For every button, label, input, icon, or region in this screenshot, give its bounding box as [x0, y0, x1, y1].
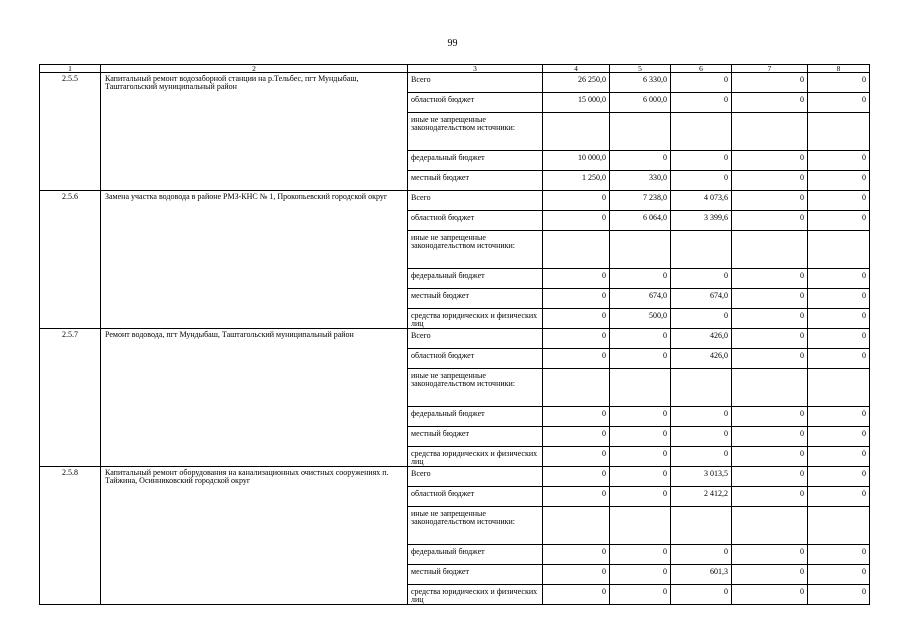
value-cell: 0: [543, 329, 610, 349]
value-cell: 0: [671, 545, 732, 565]
value-cell: 7 238,0: [610, 191, 671, 211]
value-cell: [543, 507, 610, 545]
value-cell: 0: [732, 467, 808, 487]
value-cell: 0: [610, 329, 671, 349]
funding-source: Всего: [408, 191, 543, 211]
project-name: Капитальный ремонт оборудования на канализационных очистных сооружениях п. Тайжина, Осинниковский городской округ: [101, 467, 408, 605]
value-cell: 0: [808, 487, 870, 507]
value-cell: 0: [543, 289, 610, 309]
value-cell: 0: [610, 269, 671, 289]
value-cell: [808, 231, 870, 269]
value-cell: 0: [732, 269, 808, 289]
value-cell: 0: [671, 407, 732, 427]
value-cell: 0: [543, 447, 610, 467]
value-cell: 0: [732, 407, 808, 427]
value-cell: 6 064,0: [610, 211, 671, 231]
value-cell: [610, 231, 671, 269]
funding-source: местный бюджет: [408, 427, 543, 447]
value-cell: 0: [543, 427, 610, 447]
project-code: 2.5.8: [40, 467, 101, 605]
value-cell: [543, 369, 610, 407]
value-cell: 0: [543, 585, 610, 605]
value-cell: 0: [543, 407, 610, 427]
value-cell: 0: [732, 151, 808, 171]
header-cell: 5: [610, 65, 671, 73]
value-cell: 0: [808, 269, 870, 289]
header-row: [40, 65, 870, 73]
funding-source: иные не запрещенные законодательством источники:: [408, 113, 543, 151]
header-cell: 3: [408, 65, 543, 73]
value-cell: 0: [671, 427, 732, 447]
value-cell: 0: [808, 407, 870, 427]
table-row: [40, 329, 870, 349]
funding-source: областной бюджет: [408, 487, 543, 507]
header-cell: 1: [40, 65, 101, 73]
value-cell: 2 412,2: [671, 487, 732, 507]
value-cell: 0: [610, 349, 671, 369]
value-cell: [732, 231, 808, 269]
table-row: [40, 73, 870, 93]
value-cell: 0: [808, 93, 870, 113]
funding-source: иные не запрещенные законодательством источники:: [408, 369, 543, 407]
value-cell: 0: [671, 269, 732, 289]
value-cell: [808, 113, 870, 151]
funding-source: Всего: [408, 329, 543, 349]
project-name: Ремонт водовода, пгт Мундыбаш, Таштагольский муниципальный район: [101, 329, 408, 467]
value-cell: [671, 231, 732, 269]
value-cell: 0: [732, 585, 808, 605]
value-cell: 426,0: [671, 349, 732, 369]
value-cell: 0: [543, 349, 610, 369]
value-cell: 330,0: [610, 171, 671, 191]
value-cell: 0: [543, 309, 610, 329]
value-cell: 0: [671, 93, 732, 113]
value-cell: 0: [732, 329, 808, 349]
value-cell: 6 000,0: [610, 93, 671, 113]
value-cell: 0: [671, 447, 732, 467]
value-cell: 0: [808, 427, 870, 447]
value-cell: 0: [808, 73, 870, 93]
value-cell: 0: [732, 487, 808, 507]
value-cell: 0: [808, 447, 870, 467]
value-cell: 0: [610, 447, 671, 467]
table-row: [40, 191, 870, 211]
value-cell: 0: [543, 191, 610, 211]
value-cell: 674,0: [671, 289, 732, 309]
value-cell: 0: [732, 565, 808, 585]
funding-source: областной бюджет: [408, 93, 543, 113]
budget-table: [39, 64, 870, 605]
value-cell: 0: [732, 289, 808, 309]
funding-source: местный бюджет: [408, 171, 543, 191]
value-cell: 0: [808, 565, 870, 585]
project-code: 2.5.7: [40, 329, 101, 467]
funding-source: средства юридических и физических лиц: [408, 585, 543, 605]
value-cell: 10 000,0: [543, 151, 610, 171]
page-number: 99: [447, 38, 458, 49]
funding-source: федеральный бюджет: [408, 151, 543, 171]
funding-source: средства юридических и физических лиц: [408, 447, 543, 467]
value-cell: 0: [732, 211, 808, 231]
value-cell: 0: [732, 309, 808, 329]
value-cell: 0: [671, 73, 732, 93]
value-cell: 0: [808, 151, 870, 171]
value-cell: [610, 113, 671, 151]
value-cell: 15 000,0: [543, 93, 610, 113]
header-cell: 6: [671, 65, 732, 73]
value-cell: 0: [808, 171, 870, 191]
header-cell: 7: [732, 65, 808, 73]
value-cell: 0: [610, 407, 671, 427]
value-cell: 0: [610, 467, 671, 487]
funding-source: Всего: [408, 467, 543, 487]
value-cell: 0: [610, 565, 671, 585]
value-cell: 426,0: [671, 329, 732, 349]
value-cell: 0: [543, 211, 610, 231]
value-cell: 0: [543, 467, 610, 487]
value-cell: 500,0: [610, 309, 671, 329]
value-cell: 601,3: [671, 565, 732, 585]
value-cell: 0: [543, 565, 610, 585]
value-cell: 0: [543, 269, 610, 289]
value-cell: [732, 507, 808, 545]
value-cell: 0: [732, 427, 808, 447]
value-cell: 1 250,0: [543, 171, 610, 191]
value-cell: 0: [610, 487, 671, 507]
project-name: Капитальный ремонт водозаборной станции на р.Тельбес, пгт Мундыбаш, Таштагольский муниципальный район: [101, 73, 408, 191]
value-cell: 0: [610, 585, 671, 605]
header-cell: 2: [101, 65, 408, 73]
value-cell: 0: [543, 487, 610, 507]
value-cell: 0: [671, 309, 732, 329]
project-code: 2.5.5: [40, 73, 101, 191]
table-row: [40, 467, 870, 487]
funding-source: средства юридических и физических лиц: [408, 309, 543, 329]
value-cell: 0: [543, 545, 610, 565]
project-code: 2.5.6: [40, 191, 101, 329]
funding-source: местный бюджет: [408, 565, 543, 585]
value-cell: 0: [610, 151, 671, 171]
value-cell: 674,0: [610, 289, 671, 309]
value-cell: 0: [671, 585, 732, 605]
value-cell: 3 013,5: [671, 467, 732, 487]
value-cell: 0: [808, 349, 870, 369]
value-cell: [543, 113, 610, 151]
value-cell: 4 073,6: [671, 191, 732, 211]
funding-source: областной бюджет: [408, 349, 543, 369]
value-cell: 0: [808, 289, 870, 309]
funding-source: местный бюджет: [408, 289, 543, 309]
value-cell: [808, 507, 870, 545]
value-cell: [808, 369, 870, 407]
value-cell: 0: [732, 447, 808, 467]
value-cell: 0: [732, 171, 808, 191]
funding-source: иные не запрещенные законодательством источники:: [408, 231, 543, 269]
value-cell: 0: [671, 151, 732, 171]
value-cell: 0: [808, 467, 870, 487]
header-cell: 8: [808, 65, 870, 73]
value-cell: 0: [808, 585, 870, 605]
value-cell: 0: [610, 545, 671, 565]
value-cell: 0: [671, 171, 732, 191]
funding-source: иные не запрещенные законодательством источники:: [408, 507, 543, 545]
value-cell: [732, 369, 808, 407]
value-cell: 0: [732, 545, 808, 565]
value-cell: 0: [732, 73, 808, 93]
value-cell: [732, 113, 808, 151]
value-cell: 0: [808, 211, 870, 231]
funding-source: Всего: [408, 73, 543, 93]
project-name: Замена участка водовода в районе РМЗ-КНС № 1, Прокопьевский городской округ: [101, 191, 408, 329]
funding-source: федеральный бюджет: [408, 269, 543, 289]
value-cell: 26 250,0: [543, 73, 610, 93]
header-cell: 4: [543, 65, 610, 73]
funding-source: федеральный бюджет: [408, 545, 543, 565]
funding-source: областной бюджет: [408, 211, 543, 231]
value-cell: 0: [808, 545, 870, 565]
value-cell: 0: [808, 309, 870, 329]
value-cell: 0: [732, 349, 808, 369]
value-cell: [610, 507, 671, 545]
value-cell: 0: [732, 191, 808, 211]
value-cell: [671, 113, 732, 151]
value-cell: 0: [808, 329, 870, 349]
value-cell: 0: [610, 427, 671, 447]
funding-source: федеральный бюджет: [408, 407, 543, 427]
value-cell: [671, 369, 732, 407]
value-cell: 6 330,0: [610, 73, 671, 93]
value-cell: 3 399,6: [671, 211, 732, 231]
value-cell: 0: [732, 93, 808, 113]
value-cell: [671, 507, 732, 545]
value-cell: 0: [808, 191, 870, 211]
value-cell: [543, 231, 610, 269]
value-cell: [610, 369, 671, 407]
